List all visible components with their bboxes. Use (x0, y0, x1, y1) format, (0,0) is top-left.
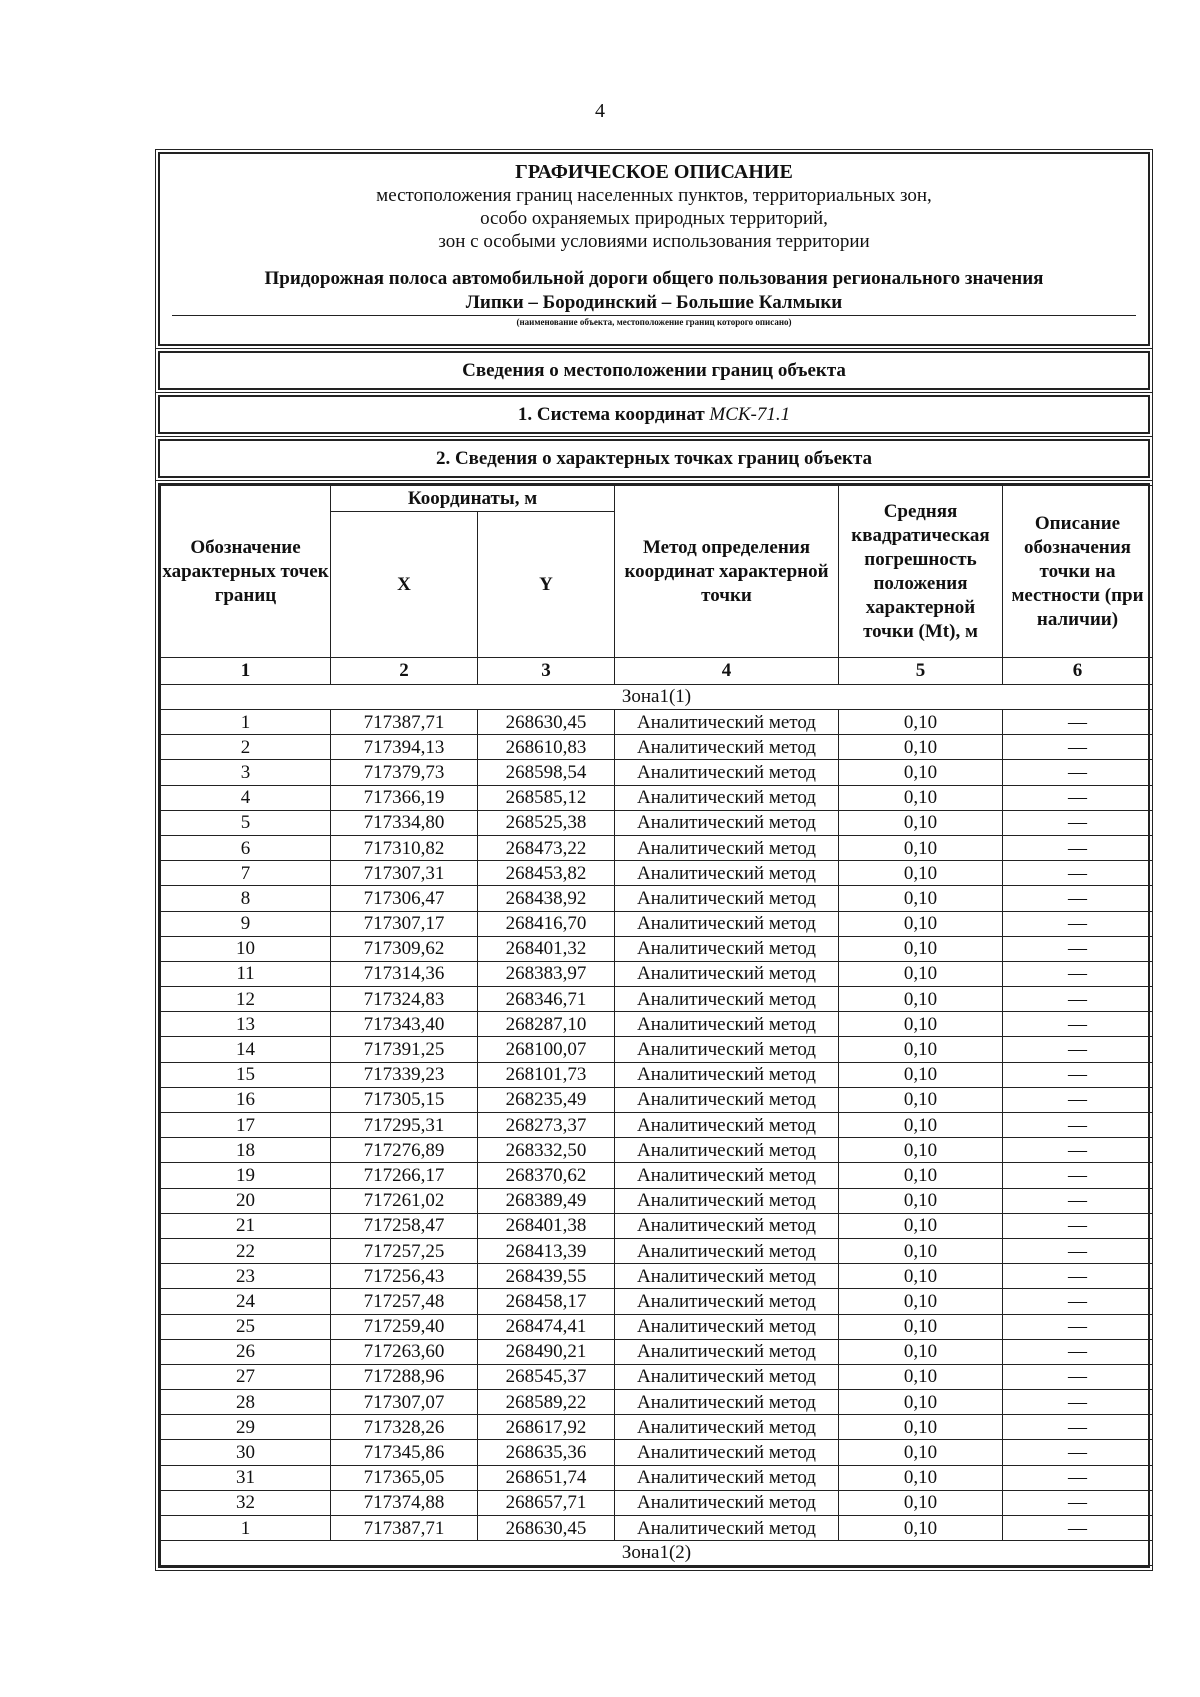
coord-x-cell: 717343,40 (331, 1012, 478, 1037)
coord-y-cell: 268598,54 (478, 760, 615, 785)
description-cell: — (1003, 835, 1153, 860)
point-number-cell: 22 (161, 1238, 331, 1263)
coord-x-cell: 717387,71 (331, 710, 478, 735)
coord-y-cell: 268383,97 (478, 961, 615, 986)
description-cell: — (1003, 1364, 1153, 1389)
description-cell: — (1003, 1339, 1153, 1364)
error-cell: 0,10 (839, 911, 1003, 936)
coord-x-cell: 717374,88 (331, 1490, 478, 1515)
section-coord-system (158, 395, 1150, 434)
table-row (161, 835, 1153, 860)
method-cell: Аналитический метод (615, 987, 839, 1012)
column-index-row (161, 658, 1153, 685)
table-row (161, 886, 1153, 911)
method-cell: Аналитический метод (615, 785, 839, 810)
method-cell: Аналитический метод (615, 810, 839, 835)
description-cell: — (1003, 961, 1153, 986)
table-row (161, 1113, 1153, 1138)
error-cell: 0,10 (839, 835, 1003, 860)
description-cell: — (1003, 1289, 1153, 1314)
table-row (161, 760, 1153, 785)
coord-y-cell: 268545,37 (478, 1364, 615, 1389)
error-cell: 0,10 (839, 1364, 1003, 1389)
coord-x-cell: 717257,25 (331, 1238, 478, 1263)
coord-y-cell: 268651,74 (478, 1465, 615, 1490)
error-cell: 0,10 (839, 1465, 1003, 1490)
error-cell: 0,10 (839, 1037, 1003, 1062)
table-row (161, 961, 1153, 986)
error-cell: 0,10 (839, 1238, 1003, 1263)
column-index: 6 (1003, 658, 1153, 685)
description-cell: — (1003, 987, 1153, 1012)
point-number-cell: 21 (161, 1213, 331, 1238)
description-cell: — (1003, 735, 1153, 760)
description-cell: — (1003, 1264, 1153, 1289)
table-row (161, 861, 1153, 886)
table-row (161, 1238, 1153, 1263)
method-cell: Аналитический метод (615, 1314, 839, 1339)
description-cell: — (1003, 886, 1153, 911)
method-cell: Аналитический метод (615, 1339, 839, 1364)
zone-1-row (161, 685, 1153, 710)
header-y: Y (478, 512, 615, 658)
coord-y-cell: 268416,70 (478, 911, 615, 936)
table-row (161, 1138, 1153, 1163)
coord-y-cell: 268401,38 (478, 1213, 615, 1238)
coord-x-cell: 717366,19 (331, 785, 478, 810)
method-cell: Аналитический метод (615, 1087, 839, 1112)
point-number-cell: 11 (161, 961, 331, 986)
error-cell: 0,10 (839, 760, 1003, 785)
coord-x-cell: 717258,47 (331, 1213, 478, 1238)
description-cell: — (1003, 1113, 1153, 1138)
method-cell: Аналитический метод (615, 1238, 839, 1263)
table-row (161, 810, 1153, 835)
header-error: Средняя квадратическая погрешность положения характерной точки (Mt), м (839, 486, 1003, 658)
table-row (161, 785, 1153, 810)
description-cell: — (1003, 1062, 1153, 1087)
method-cell: Аналитический метод (615, 911, 839, 936)
point-number-cell: 14 (161, 1037, 331, 1062)
header-point: Обозначение характерных точек границ (161, 486, 331, 658)
description-cell: — (1003, 760, 1153, 785)
coord-y-cell: 268657,71 (478, 1490, 615, 1515)
description-cell: — (1003, 911, 1153, 936)
description-cell: — (1003, 1188, 1153, 1213)
method-cell: Аналитический метод (615, 1490, 839, 1515)
method-cell: Аналитический метод (615, 936, 839, 961)
table-row (161, 1490, 1153, 1515)
description-cell: — (1003, 1390, 1153, 1415)
object-name-line-2: Липки – Бородинский – Большие Калмыки (465, 292, 843, 313)
coord-x-cell: 717288,96 (331, 1364, 478, 1389)
description-cell: — (1003, 1465, 1153, 1490)
coord-x-cell: 717394,13 (331, 735, 478, 760)
table-row (161, 1213, 1153, 1238)
method-cell: Аналитический метод (615, 1213, 839, 1238)
coord-y-cell: 268273,37 (478, 1113, 615, 1138)
method-cell: Аналитический метод (615, 1138, 839, 1163)
table-row (161, 911, 1153, 936)
error-cell: 0,10 (839, 785, 1003, 810)
coord-x-cell: 717295,31 (331, 1113, 478, 1138)
error-cell: 0,10 (839, 961, 1003, 986)
coord-system-value: МСК-71.1 (709, 404, 791, 425)
coord-x-cell: 717256,43 (331, 1264, 478, 1289)
coord-x-cell: 717305,15 (331, 1087, 478, 1112)
table-row (161, 1516, 1153, 1541)
error-cell: 0,10 (839, 936, 1003, 961)
method-cell: Аналитический метод (615, 1188, 839, 1213)
point-number-cell: 12 (161, 987, 331, 1012)
coord-y-cell: 268453,82 (478, 861, 615, 886)
coord-x-cell: 717379,73 (331, 760, 478, 785)
point-number-cell: 19 (161, 1163, 331, 1188)
error-cell: 0,10 (839, 1264, 1003, 1289)
coord-x-cell: 717306,47 (331, 886, 478, 911)
coord-y-cell: 268439,55 (478, 1264, 615, 1289)
method-cell: Аналитический метод (615, 1113, 839, 1138)
point-number-cell: 1 (161, 1516, 331, 1541)
header-method: Метод определения координат характерной точки (615, 486, 839, 658)
error-cell: 0,10 (839, 1314, 1003, 1339)
table-row (161, 735, 1153, 760)
points-table (160, 485, 1153, 1566)
coord-x-cell: 717276,89 (331, 1138, 478, 1163)
coord-y-cell: 268474,41 (478, 1314, 615, 1339)
coord-y-cell: 268525,38 (478, 810, 615, 835)
table-row (161, 1037, 1153, 1062)
method-cell: Аналитический метод (615, 760, 839, 785)
object-name-caption: (наименование объекта, местоположение границ которого описано) (516, 317, 792, 327)
point-number-cell: 7 (161, 861, 331, 886)
point-number-cell: 10 (161, 936, 331, 961)
coord-x-cell: 717310,82 (331, 835, 478, 860)
coord-x-cell: 717259,40 (331, 1314, 478, 1339)
column-index: 4 (615, 658, 839, 685)
description-cell: — (1003, 1163, 1153, 1188)
method-cell: Аналитический метод (615, 1415, 839, 1440)
table-row (161, 1188, 1153, 1213)
error-cell: 0,10 (839, 987, 1003, 1012)
subtitle-line-3: зон с особыми условиями использования территории (438, 231, 870, 252)
point-number-cell: 13 (161, 1012, 331, 1037)
coord-y-cell: 268370,62 (478, 1163, 615, 1188)
point-number-cell: 23 (161, 1264, 331, 1289)
method-cell: Аналитический метод (615, 1516, 839, 1541)
point-number-cell: 2 (161, 735, 331, 760)
error-cell: 0,10 (839, 1339, 1003, 1364)
description-cell: — (1003, 710, 1153, 735)
coord-x-cell: 717307,17 (331, 911, 478, 936)
coord-y-cell: 268589,22 (478, 1390, 615, 1415)
error-cell: 0,10 (839, 810, 1003, 835)
description-cell: — (1003, 810, 1153, 835)
description-cell: — (1003, 1037, 1153, 1062)
page-number: 4 (595, 100, 605, 122)
coord-y-cell: 268413,39 (478, 1238, 615, 1263)
point-number-cell: 8 (161, 886, 331, 911)
table-row (161, 1012, 1153, 1037)
point-number-cell: 18 (161, 1138, 331, 1163)
table-row (161, 936, 1153, 961)
point-number-cell: 31 (161, 1465, 331, 1490)
description-cell: — (1003, 1490, 1153, 1515)
method-cell: Аналитический метод (615, 735, 839, 760)
table-row (161, 987, 1153, 1012)
point-number-cell: 27 (161, 1364, 331, 1389)
method-cell: Аналитический метод (615, 1440, 839, 1465)
method-cell: Аналитический метод (615, 1465, 839, 1490)
table-row (161, 1364, 1153, 1389)
point-number-cell: 16 (161, 1087, 331, 1112)
header-block (158, 152, 1150, 346)
error-cell: 0,10 (839, 1012, 1003, 1037)
method-cell: Аналитический метод (615, 961, 839, 986)
coord-y-cell: 268473,22 (478, 835, 615, 860)
description-cell: — (1003, 936, 1153, 961)
subtitle-line-1: местоположения границ населенных пунктов, территориальных зон, (376, 185, 932, 206)
coord-y-cell: 268630,45 (478, 1516, 615, 1541)
coord-x-cell: 717387,71 (331, 1516, 478, 1541)
error-cell: 0,10 (839, 1163, 1003, 1188)
coord-system-label: 1. Система координат (517, 404, 705, 425)
coord-x-cell: 717345,86 (331, 1440, 478, 1465)
points-table-block (158, 483, 1150, 1568)
error-cell: 0,10 (839, 1087, 1003, 1112)
error-cell: 0,10 (839, 710, 1003, 735)
subtitle-line-2: особо охраняемых природных территорий, (480, 208, 828, 229)
zone-1-label: Зона1(1) (161, 685, 1153, 710)
error-cell: 0,10 (839, 1490, 1003, 1515)
document-frame (158, 152, 1150, 1568)
error-cell: 0,10 (839, 1138, 1003, 1163)
coord-y-cell: 268610,83 (478, 735, 615, 760)
method-cell: Аналитический метод (615, 1364, 839, 1389)
method-cell: Аналитический метод (615, 1062, 839, 1087)
point-number-cell: 9 (161, 911, 331, 936)
method-cell: Аналитический метод (615, 1264, 839, 1289)
description-cell: — (1003, 1213, 1153, 1238)
coord-x-cell: 717314,36 (331, 961, 478, 986)
point-number-cell: 25 (161, 1314, 331, 1339)
table-row (161, 1314, 1153, 1339)
error-cell: 0,10 (839, 735, 1003, 760)
coord-x-cell: 717307,31 (331, 861, 478, 886)
section-location: Сведения о местоположении границ объекта (158, 351, 1150, 390)
table-row (161, 1163, 1153, 1188)
point-number-cell: 32 (161, 1490, 331, 1515)
table-row (161, 1465, 1153, 1490)
coord-y-cell: 268438,92 (478, 886, 615, 911)
error-cell: 0,10 (839, 886, 1003, 911)
coord-y-cell: 268332,50 (478, 1138, 615, 1163)
description-cell: — (1003, 1012, 1153, 1037)
column-index: 2 (331, 658, 478, 685)
coord-x-cell: 717257,48 (331, 1289, 478, 1314)
coord-x-cell: 717339,23 (331, 1062, 478, 1087)
point-number-cell: 28 (161, 1390, 331, 1415)
point-number-cell: 4 (161, 785, 331, 810)
zone-2-label: Зона1(2) (161, 1541, 1153, 1566)
error-cell: 0,10 (839, 1289, 1003, 1314)
coord-y-cell: 268287,10 (478, 1012, 615, 1037)
method-cell: Аналитический метод (615, 710, 839, 735)
error-cell: 0,10 (839, 1213, 1003, 1238)
error-cell: 0,10 (839, 861, 1003, 886)
description-cell: — (1003, 1238, 1153, 1263)
error-cell: 0,10 (839, 1516, 1003, 1541)
table-row (161, 710, 1153, 735)
description-cell: — (1003, 1415, 1153, 1440)
method-cell: Аналитический метод (615, 1012, 839, 1037)
coord-x-cell: 717309,62 (331, 936, 478, 961)
table-row (161, 1440, 1153, 1465)
coord-y-cell: 268458,17 (478, 1289, 615, 1314)
column-index: 1 (161, 658, 331, 685)
coord-x-cell: 717263,60 (331, 1339, 478, 1364)
point-number-cell: 15 (161, 1062, 331, 1087)
coord-y-cell: 268346,71 (478, 987, 615, 1012)
coord-x-cell: 717324,83 (331, 987, 478, 1012)
section-points: 2. Сведения о характерных точках границ объекта (158, 439, 1150, 478)
table-row (161, 1264, 1153, 1289)
description-cell: — (1003, 785, 1153, 810)
point-number-cell: 6 (161, 835, 331, 860)
zone-2-row (161, 1541, 1153, 1566)
coord-x-cell: 717307,07 (331, 1390, 478, 1415)
coord-y-cell: 268585,12 (478, 785, 615, 810)
object-name-line-1: Придорожная полоса автомобильной дороги общего пользования регионального значения (264, 268, 1044, 289)
table-row (161, 1339, 1153, 1364)
point-number-cell: 26 (161, 1339, 331, 1364)
coord-x-cell: 717328,26 (331, 1415, 478, 1440)
error-cell: 0,10 (839, 1188, 1003, 1213)
description-cell: — (1003, 861, 1153, 886)
method-cell: Аналитический метод (615, 886, 839, 911)
point-number-cell: 1 (161, 710, 331, 735)
description-cell: — (1003, 1314, 1153, 1339)
error-cell: 0,10 (839, 1415, 1003, 1440)
method-cell: Аналитический метод (615, 861, 839, 886)
point-number-cell: 29 (161, 1415, 331, 1440)
coord-y-cell: 268635,36 (478, 1440, 615, 1465)
description-cell: — (1003, 1516, 1153, 1541)
table-row (161, 1415, 1153, 1440)
description-cell: — (1003, 1138, 1153, 1163)
method-cell: Аналитический метод (615, 1163, 839, 1188)
header-x: X (331, 512, 478, 658)
table-row (161, 1087, 1153, 1112)
coord-y-cell: 268401,32 (478, 936, 615, 961)
error-cell: 0,10 (839, 1113, 1003, 1138)
description-cell: — (1003, 1440, 1153, 1465)
document-title: ГРАФИЧЕСКОЕ ОПИСАНИЕ (515, 161, 793, 183)
point-number-cell: 17 (161, 1113, 331, 1138)
description-cell: — (1003, 1087, 1153, 1112)
method-cell: Аналитический метод (615, 1289, 839, 1314)
coord-y-cell: 268617,92 (478, 1415, 615, 1440)
column-index: 5 (839, 658, 1003, 685)
column-index: 3 (478, 658, 615, 685)
coord-y-cell: 268389,49 (478, 1188, 615, 1213)
table-row (161, 1289, 1153, 1314)
coord-y-cell: 268101,73 (478, 1062, 615, 1087)
point-number-cell: 24 (161, 1289, 331, 1314)
coord-y-cell: 268235,49 (478, 1087, 615, 1112)
points-body (161, 710, 1153, 1541)
point-number-cell: 3 (161, 760, 331, 785)
coord-y-cell: 268490,21 (478, 1339, 615, 1364)
coord-y-cell: 268630,45 (478, 710, 615, 735)
error-cell: 0,10 (839, 1440, 1003, 1465)
coord-y-cell: 268100,07 (478, 1037, 615, 1062)
coord-x-cell: 717365,05 (331, 1465, 478, 1490)
coord-x-cell: 717266,17 (331, 1163, 478, 1188)
method-cell: Аналитический метод (615, 1037, 839, 1062)
method-cell: Аналитический метод (615, 1390, 839, 1415)
error-cell: 0,10 (839, 1062, 1003, 1087)
table-row (161, 1062, 1153, 1087)
point-number-cell: 30 (161, 1440, 331, 1465)
coord-x-cell: 717261,02 (331, 1188, 478, 1213)
error-cell: 0,10 (839, 1390, 1003, 1415)
method-cell: Аналитический метод (615, 835, 839, 860)
table-row (161, 1390, 1153, 1415)
point-number-cell: 5 (161, 810, 331, 835)
coord-x-cell: 717391,25 (331, 1037, 478, 1062)
header-description: Описание обозначения точки на местности (при наличии) (1003, 486, 1153, 658)
header-coordinates: Координаты, м (331, 486, 615, 512)
point-number-cell: 20 (161, 1188, 331, 1213)
coord-x-cell: 717334,80 (331, 810, 478, 835)
